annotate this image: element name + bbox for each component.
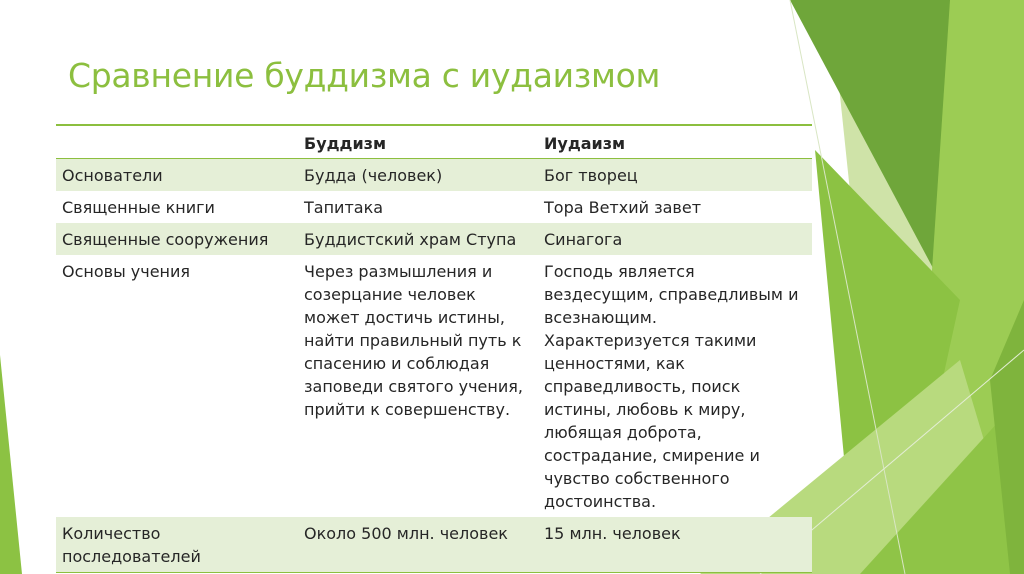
cell-buddhism: Тапитака [304, 198, 384, 217]
row-label: Священные книги [62, 198, 215, 217]
table-row-teaching-basics [56, 255, 812, 517]
cell-buddhism: Через размышления и созерцание человек может достичь истины, найти правильный путь к спасению и соблюдая заповеди святого учения, прийти к совершенству. [304, 262, 523, 419]
table-row-sacred-books [56, 191, 812, 223]
cell-buddhism: Буддистский храм Ступа [304, 230, 517, 249]
table-row-founders [56, 159, 812, 192]
row-label: Основы учения [62, 262, 191, 281]
table-header-row [56, 125, 812, 159]
row-label: Основатели [62, 166, 163, 185]
cell-judaism: 15 млн. человек [544, 524, 681, 543]
row-label: Священные сооружения [62, 230, 269, 249]
cell-judaism: Синагога [544, 230, 623, 249]
comparison-table [56, 124, 812, 573]
slide-title: Сравнение буддизма с иудаизмом [68, 56, 661, 95]
table-row-sacred-buildings [56, 223, 812, 255]
cell-judaism: Тора Ветхий завет [544, 198, 702, 217]
header-cell-empty [56, 125, 298, 159]
row-label: Количество последователей [62, 524, 201, 566]
table-row-followers [56, 517, 812, 573]
cell-buddhism: Около 500 млн. человек [304, 524, 508, 543]
header-cell-judaism: Иудаизм [544, 134, 626, 153]
cell-judaism: Господь является вездесущим, справедливым и всезнающим. Характеризуется такими ценностями, как справедливость, поиск истины, любовь к миру, любящая доброта, сострадание, смирение и чувство собственного достоинства. [544, 262, 799, 511]
cell-buddhism: Будда (человек) [304, 166, 443, 185]
header-cell-buddhism: Буддизм [304, 134, 387, 153]
deco-shape-left-strip [0, 355, 22, 574]
cell-judaism: Бог творец [544, 166, 638, 185]
